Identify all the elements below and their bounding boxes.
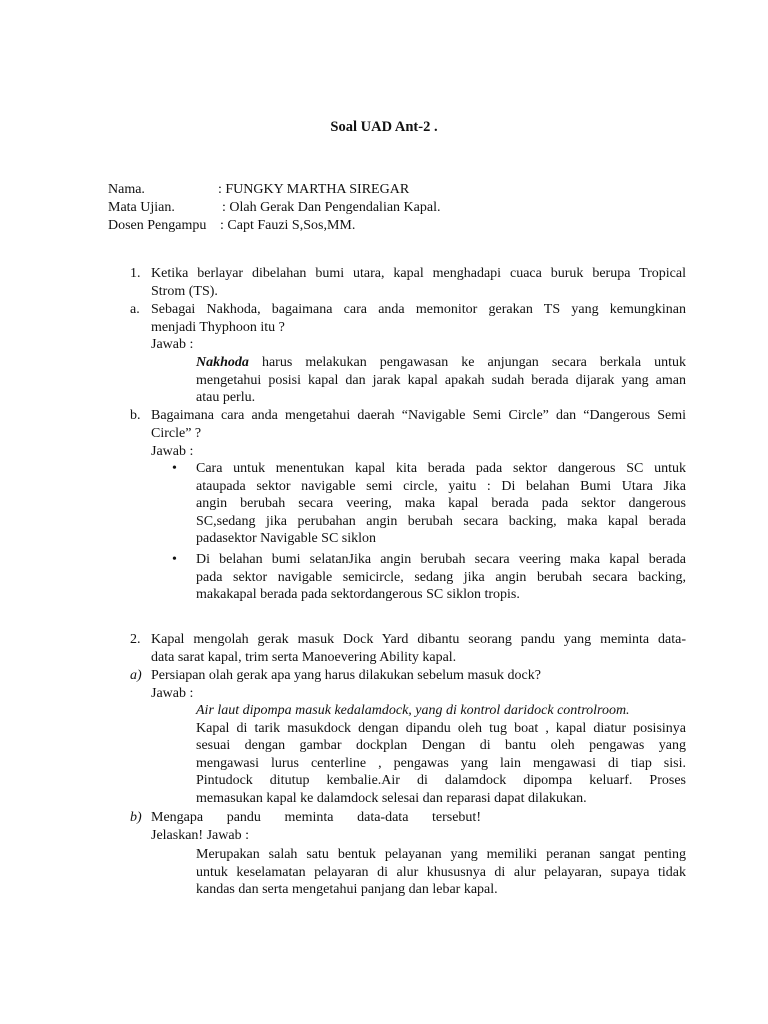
bullet-1-line: Cara untuk menentukan kapal kita berada pada sektor dangerous SC untuk bbox=[196, 461, 686, 476]
bullet-icon: • bbox=[172, 552, 177, 567]
answer-2b-line: Merupakan salah satu bentuk pelayanan yang memiliki peranan sangat penting bbox=[196, 847, 686, 862]
jawab-label: Jelaskan! Jawab : bbox=[151, 828, 249, 843]
bullet-1-line: padasektor Navigable SC siklon bbox=[196, 531, 377, 546]
mata-ujian-label: Mata Ujian. bbox=[108, 200, 175, 215]
answer-2a-line: Kapal di tarik masukdock dengan dipandu oleh tug boat , kapal diatur posisinya bbox=[196, 720, 686, 736]
nama-label: Nama. bbox=[108, 182, 145, 197]
question-1b-text bbox=[151, 407, 686, 442]
answer-1b-bullet-1 bbox=[196, 460, 686, 548]
answer-2a-line: memasukan kapal ke dalamdock selesai dan reparasi dapat dilakukan. bbox=[196, 790, 587, 806]
question-2b-text bbox=[151, 809, 481, 827]
answer-2b-line: kandas dan serta mengetahui panjang dan lebar kapal. bbox=[196, 882, 498, 897]
answer-1a-bold: Nakhoda bbox=[196, 355, 249, 370]
answer-2b bbox=[196, 846, 686, 899]
question-2a-line: Persiapan olah gerak apa yang harus dilakukan sebelum masuk dock? bbox=[151, 668, 541, 683]
question-1a-text bbox=[151, 301, 686, 336]
answer-1a bbox=[196, 354, 686, 407]
answer-1a-line: atau perlu. bbox=[196, 390, 256, 405]
jawab-label: Jawab : bbox=[151, 686, 194, 701]
question-2b-line: Mengapa pandu meminta data-data tersebut! bbox=[151, 810, 481, 825]
dosen-value: : Capt Fauzi S,Sos,MM. bbox=[220, 218, 356, 233]
question-2-number: 2. bbox=[130, 632, 141, 647]
mata-ujian-value: : Olah Gerak Dan Pengendalian Kapal. bbox=[222, 200, 441, 215]
question-1b-label: b. bbox=[130, 408, 141, 423]
answer-1a-line: mengetahui posisi kapal dan jarak kapal apakah sudah berada dijarak yang aman bbox=[196, 372, 686, 388]
answer-2a-line: Pintudock ditutup kembalie.Air di dalamdock dipompa keluarf. Proses bbox=[196, 773, 686, 788]
question-2-line: data sarat kapal, trim serta Manoevering Ability kapal. bbox=[151, 649, 457, 665]
bullet-1-line: angin berubah secara veering, maka kapal berada pada sektor dangerous bbox=[196, 496, 686, 511]
question-1-text bbox=[151, 265, 686, 300]
question-2-line: Kapal mengolah gerak masuk Dock Yard dibantu seorang pandu yang meminta data- bbox=[151, 632, 686, 647]
question-1b-line: Bagaimana cara anda mengetahui daerah “Navigable Semi Circle” dan “Dangerous Semi bbox=[151, 408, 686, 423]
bullet-2-line: pada sektor navigable semicircle, sedang jika angin berubah secara backing, bbox=[196, 569, 686, 585]
question-1a-line: Sebagai Nakhoda, bagaimana cara anda memonitor gerakan TS yang kemungkinan bbox=[151, 302, 686, 317]
bullet-1-line: SC,sedang jika perubahan angin berubah secara backing, maka kapal berada bbox=[196, 513, 686, 529]
jawab-label: Jawab : bbox=[151, 337, 194, 352]
bullet-icon: • bbox=[172, 461, 177, 476]
answer-2a-line: mengawasi lurus centerline , pengawas yang lain mengawasi di tiap sisi. bbox=[196, 755, 686, 771]
answer-2b-line: untuk keselamatan pelayaran di alur khususnya di alur pelayaran, supaya tidak bbox=[196, 864, 686, 880]
question-2a-text bbox=[151, 667, 686, 685]
bullet-2-line: makakapal berada pada sektordangerous SC siklon tropis. bbox=[196, 587, 520, 602]
bullet-2-line: Di belahan bumi selatanJika angin berubah secara veering maka kapal berada bbox=[196, 552, 686, 567]
answer-2a bbox=[196, 702, 686, 807]
question-2a-label: a) bbox=[130, 668, 142, 683]
answer-2a-italic-line: Air laut dipompa masuk kedalamdock, yang di kontrol daridock controlroom. bbox=[196, 703, 630, 718]
question-1-number: 1. bbox=[130, 266, 141, 281]
answer-1b-bullet-2 bbox=[196, 551, 686, 604]
answer-1a-line: harus melakukan pengawasan ke anjungan secara berkala untuk bbox=[248, 355, 686, 370]
question-2-text bbox=[151, 631, 686, 666]
question-1b-line: Circle” ? bbox=[151, 425, 202, 441]
question-1-line: Ketika berlayar dibelahan bumi utara, kapal menghadapi cuaca buruk berupa Tropical bbox=[151, 266, 686, 281]
question-2b-label: b) bbox=[130, 810, 142, 825]
question-1-line: Strom (TS). bbox=[151, 283, 218, 299]
page-title: Soal UAD Ant-2 . bbox=[330, 119, 438, 135]
dosen-label: Dosen Pengampu bbox=[108, 218, 207, 233]
bullet-1-line: ataupada sektor navigable semi circle, yaitu : Di belahan Bumi Utara Jika bbox=[196, 478, 686, 494]
nama-value: : FUNGKY MARTHA SIREGAR bbox=[218, 182, 410, 197]
answer-2a-line: sesuai dengan gambar dockplan Dengan di bantu oleh pengawas yang bbox=[196, 738, 686, 753]
question-1a-line: menjadi Thyphoon itu ? bbox=[151, 319, 285, 335]
question-1a-label: a. bbox=[130, 302, 140, 317]
jawab-label: Jawab : bbox=[151, 444, 194, 459]
